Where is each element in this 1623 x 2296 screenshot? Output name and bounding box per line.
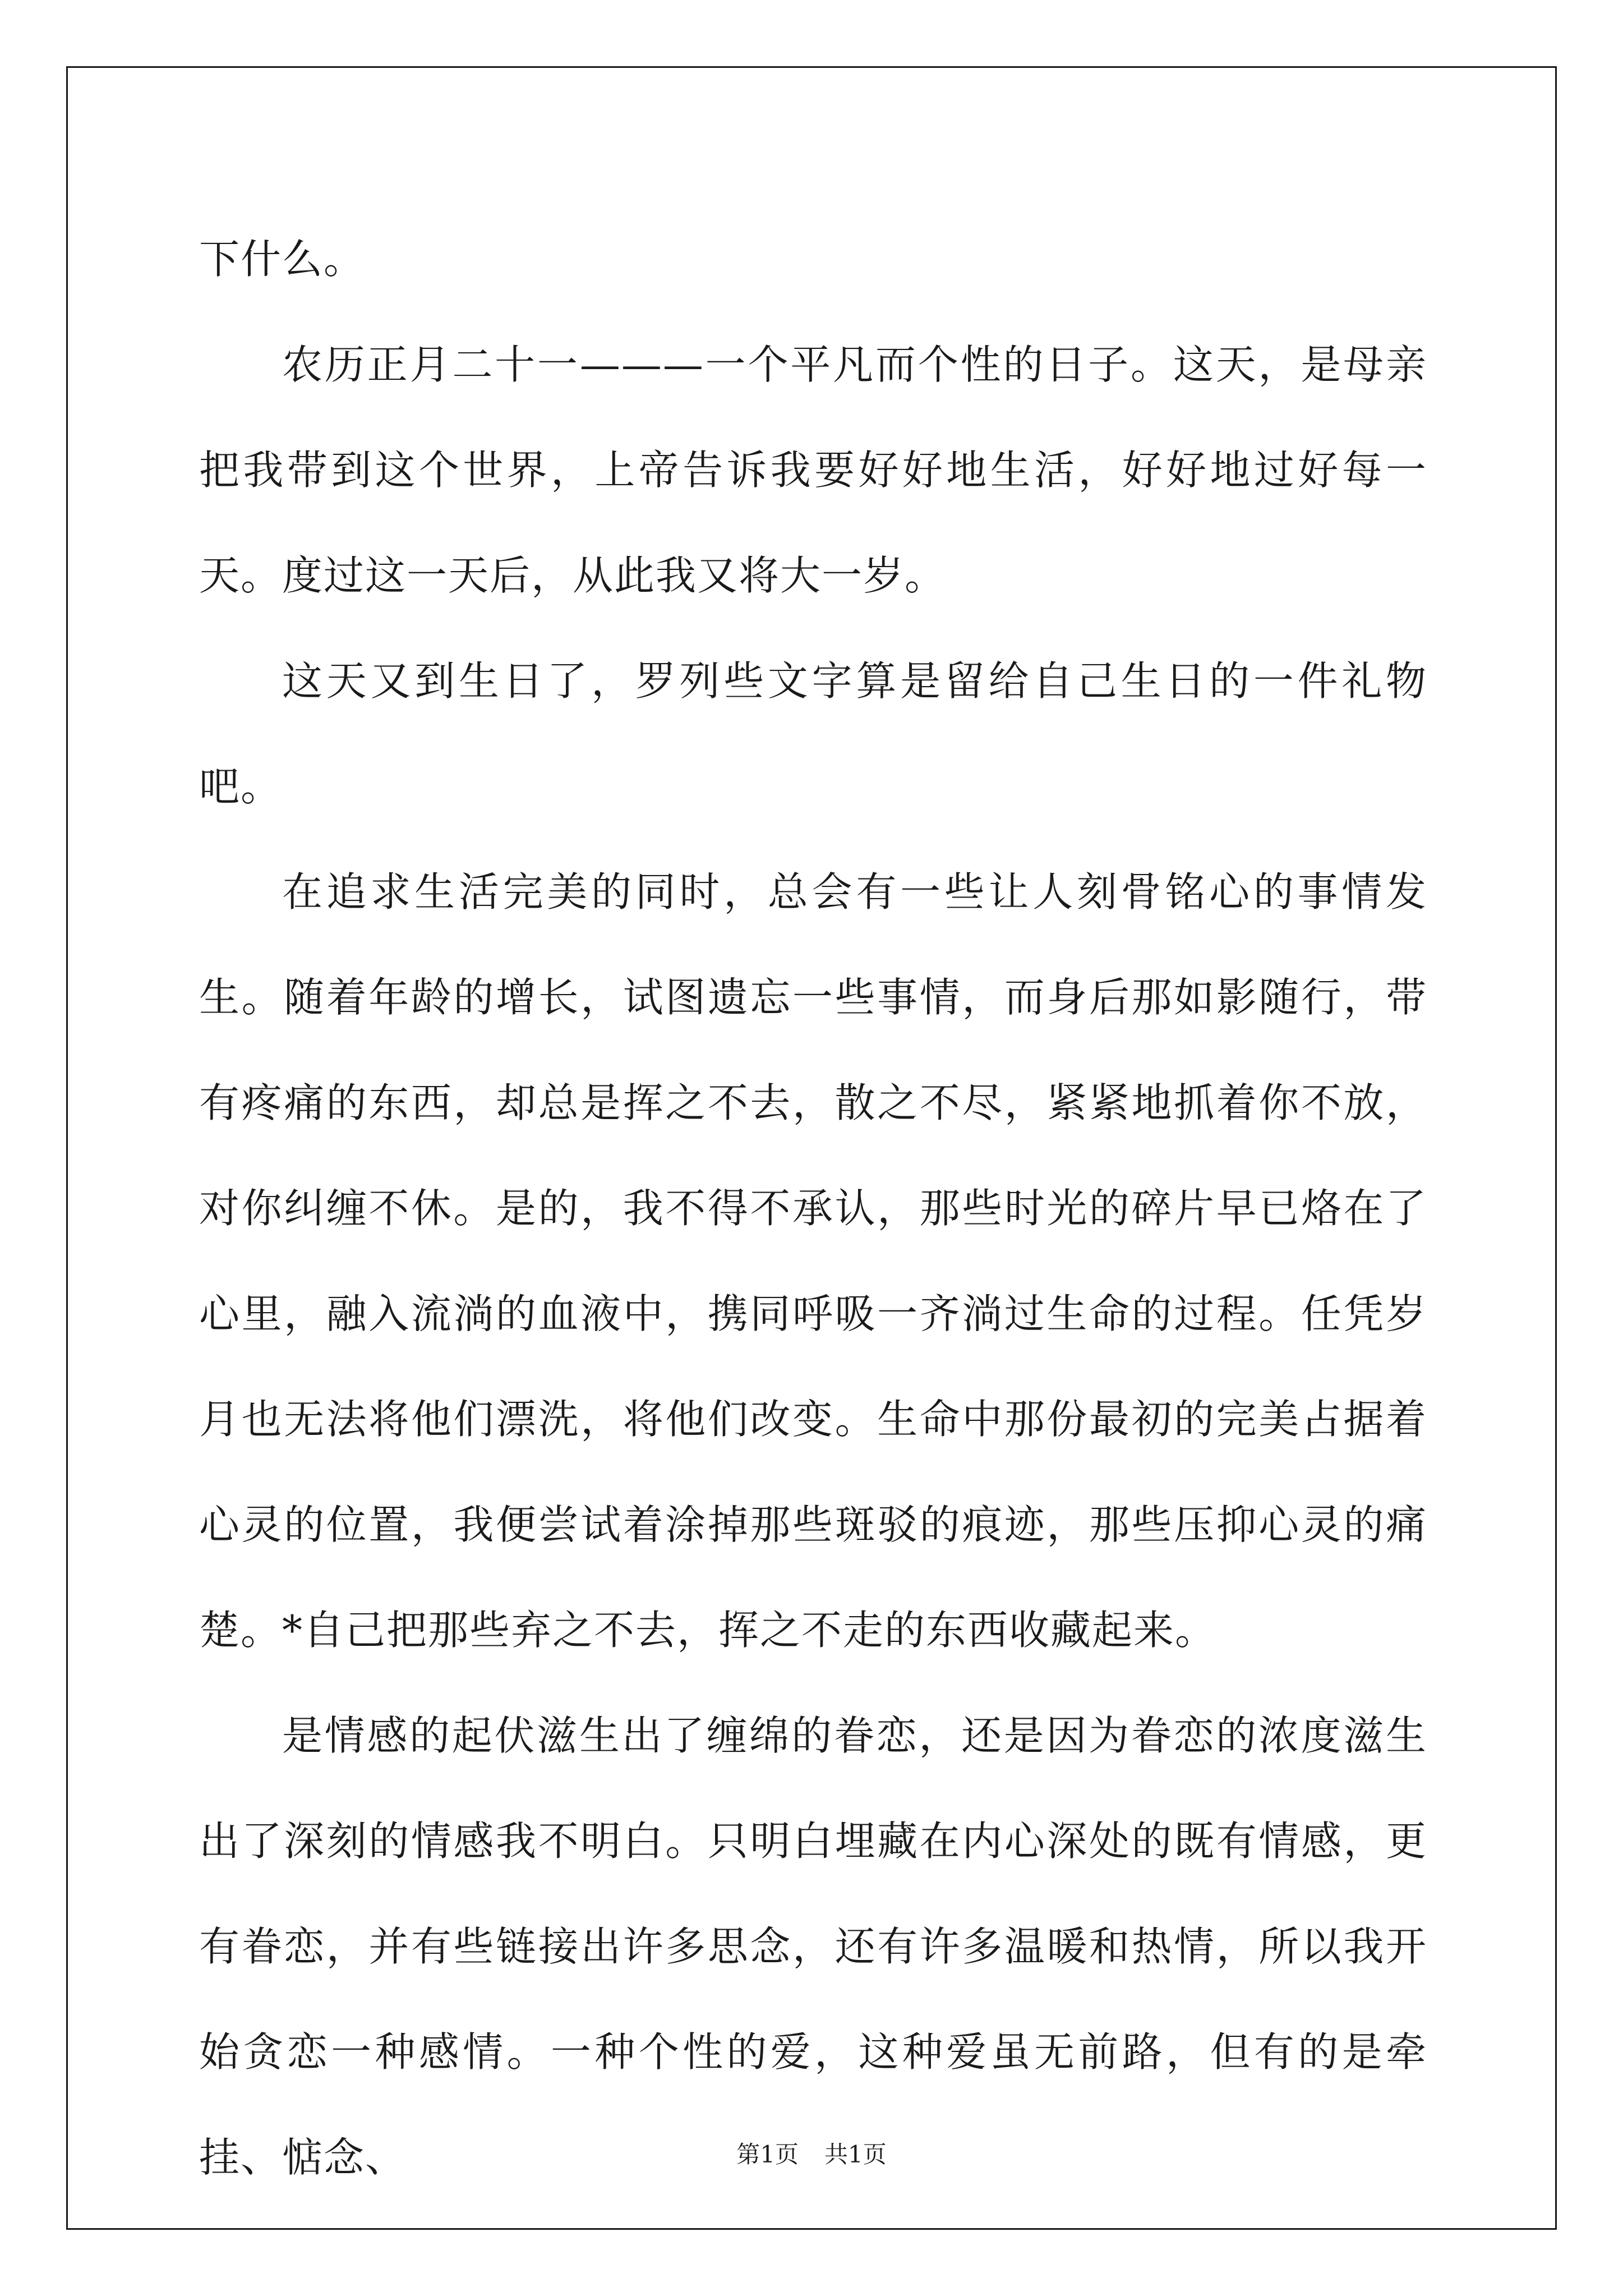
- page-total: 共1页: [824, 2141, 887, 2168]
- page-footer: [0, 2136, 1623, 2170]
- paragraph: 在追求生活完美的同时，总会有一些让人刻骨铭心的事情发生。随着年龄的增长，试图遗忘一些事情，而身后那如影随行，带有疼痛的东西，却总是挥之不去，散之不尽，紧紧地抓着你不放，对你纠缠不休。是的，我不得不承认，那些时光的碎片早已烙在了心里，融入流淌的血液中，携同呼吸一齐淌过生命的过程。任凭岁月也无法将他们漂洗，将他们改变。生命中那份最初的完美占据着心灵的位置，我便尝试着涂掉那些斑驳的痕迹，那些压抑心灵的痛楚。*自己把那些弃之不去，挥之不走的东西收藏起来。: [199, 868, 1427, 1654]
- paragraph: 这天又到生日了，罗列些文字算是留给自己生日的一件礼物吧。: [199, 657, 1427, 810]
- paragraph: 是情感的起伏滋生出了缠绵的眷恋，还是因为眷恋的浓度滋生出了深刻的情感我不明白。只明白埋藏在内心深处的既有情感，更有眷恋，并有些链接出许多思念，还有许多温暖和热情，所以我开始贪恋一种感情。一种个性的爱，这种爱虽无前路，但有的是牵挂、惦念、: [199, 1712, 1427, 2181]
- paragraph: 下什么。: [199, 236, 366, 283]
- page-number: 第1页: [736, 2141, 799, 2168]
- document-body: [199, 206, 1427, 2210]
- paragraph: 农历正月二十一———一个平凡而个性的日子。这天，是母亲把我带到这个世界，上帝告诉我要好好地生活，好好地过好每一天。度过这一天后，从此我又将大一岁。: [199, 341, 1427, 599]
